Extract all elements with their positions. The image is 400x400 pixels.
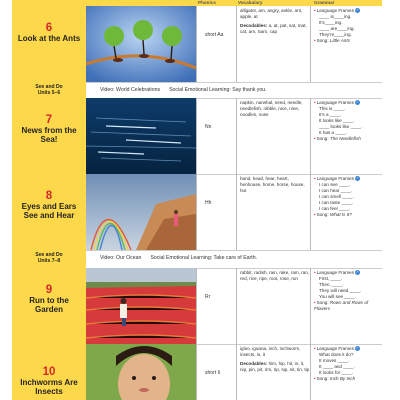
song-title: What Is It? (329, 212, 352, 217)
vocabulary-words: rabbit, radish, rain, rake, ram, ran, red, rice, ripe, root, rose, run (240, 270, 310, 281)
language-frame: It moves ____. (319, 358, 350, 363)
language-frame: First, ____. (319, 276, 342, 281)
see-and-do-cell (12, 82, 86, 98)
phonics-value: Hh (205, 200, 212, 206)
language-frames-label: Language Frames (316, 8, 354, 13)
language-cell: •Language Frames ✓ First, ____. Then, ____. They will need ____. You will see ____. •Song: Rows and Rows of Flowers (310, 268, 382, 344)
unit-title-cell (12, 344, 86, 400)
check-icon: ✓ (355, 100, 359, 105)
song-label: Song: (316, 300, 329, 305)
unit-number: 10 (42, 366, 56, 378)
scope-and-sequence-page (12, 0, 382, 400)
unit-row-6 (12, 6, 382, 82)
unit-title: Look at the Ants (17, 34, 81, 43)
language-frames-label: Language Frames (316, 100, 354, 105)
check-icon: ✓ (355, 176, 359, 181)
language-cell: •Language Frames ✓ This is ____. It's a ____. It looks like ____. ____ looks like ____. It has a ____. •Song: The Needlefish (310, 98, 382, 174)
unit-photo-child (86, 344, 196, 400)
language-frames-label: Language Frames (316, 346, 354, 351)
unit-row-9 (12, 268, 382, 344)
language-frame: What does it do? (319, 352, 354, 357)
language-frame: It's____ing. (319, 20, 343, 25)
unit-photo-rainbow (86, 174, 196, 250)
header-vocabulary: Vocabulary (238, 0, 263, 5)
unit-title: Inchworms Are Insects (20, 378, 78, 396)
song-label: Song: (316, 38, 329, 43)
see-and-do-label: See and Do (35, 252, 63, 258)
vocabulary-cell (236, 174, 310, 250)
language-frame: They're____ing. (319, 32, 352, 37)
unit-title: Eyes and Ears See and Hear (21, 202, 77, 220)
unit-photo-garden (86, 268, 196, 344)
unit-row-8 (12, 174, 382, 250)
phonics-value: Nn (205, 124, 212, 130)
language-frames-label: Language Frames (316, 176, 354, 181)
vocabulary-cell (236, 6, 310, 82)
language-frame: It looks like ____. (319, 118, 355, 123)
song-title: Rows and Rows of Flowers (314, 300, 369, 311)
sel-text: Social Emotional Learning: Take care of Earth. (150, 255, 258, 261)
unit-photo-sea (86, 98, 196, 174)
language-cell: •Language Frames ✓ What does it do? It moves ____. It ____ and ____. It looks for ____. •Song: Inch By Inch (310, 344, 382, 400)
song-label: Song: (316, 376, 329, 381)
language-frame: You will see ____. (319, 294, 356, 299)
vocabulary-cell (236, 344, 310, 400)
unit-title-cell (12, 98, 86, 174)
header-grammar: Grammar (314, 0, 335, 5)
vocabulary-words: igloo, iguana, inch, inchworm, insects, is, it (240, 346, 301, 357)
language-frame: It looks for ____. (319, 370, 353, 375)
unit-title-cell (12, 6, 86, 82)
language-frame: I can see ____. (319, 182, 351, 187)
language-cell: •Language Frames ✓ ____ is____ing. It's____ing. ____ are____ing. They're____ing. •Song: Little Ants (310, 6, 382, 82)
decodables-label: Decodables: (240, 361, 268, 366)
song-title: Inch By Inch (329, 376, 356, 381)
unit-row-10 (12, 344, 382, 400)
unit-number: 6 (45, 22, 53, 34)
song-label: Song: (316, 136, 329, 141)
unit-photo-ants (86, 6, 196, 82)
language-frame: They will need ____. (319, 288, 362, 293)
song-label: Song: (316, 212, 329, 217)
language-frame: Then, ____. (319, 282, 344, 287)
header-phonics: Phonics (198, 0, 216, 5)
check-icon: ✓ (355, 8, 359, 13)
see-and-do-row-5-6 (12, 82, 382, 98)
language-frame: I can hear ____. (319, 188, 353, 193)
unit-number: 7 (45, 114, 53, 126)
decodables-words: him, hip, hit, in, it, nip, pin, pit, rim, rip, sip, sit, tin, tip (240, 361, 310, 372)
unit-number: 9 (45, 284, 53, 296)
phonics-value: Rr (205, 294, 211, 300)
phonics-cell (196, 344, 236, 400)
phonics-value: short Ii (205, 370, 221, 376)
language-frames-label: Language Frames (316, 270, 354, 275)
see-and-do-label: See and Do (35, 84, 63, 90)
decodables-words: a, at, pat, sat, mat, cat, am, Sam, cap (240, 23, 307, 34)
language-frame: I can smell ____. (319, 194, 354, 199)
unit-row-7 (12, 98, 382, 174)
decodables-label: Decodables: (240, 23, 268, 28)
song-title: The Needlefish (329, 136, 361, 141)
vocabulary-cell (236, 268, 310, 344)
phonics-cell (196, 6, 236, 82)
language-frame: I can taste ____. (319, 200, 353, 205)
phonics-cell (196, 98, 236, 174)
vocabulary-words: hand, head, hear, heart, henhouse, home, horse, house, hut (240, 176, 305, 193)
phonics-cell (196, 174, 236, 250)
see-and-do-text (100, 255, 266, 261)
phonics-cell (196, 268, 236, 344)
unit-number: 8 (45, 190, 53, 202)
unit-title: Run to the Garden (29, 296, 69, 314)
language-frame: This is ____. (319, 106, 346, 111)
language-frame: It ____ and ____. (319, 364, 355, 369)
language-frame: It has a ____. (319, 130, 347, 135)
unit-title-cell (12, 174, 86, 250)
vocabulary-cell (236, 98, 310, 174)
unit-title-cell (12, 268, 86, 344)
song-title: Little Ants (329, 38, 350, 43)
language-frame: ____ are____ing. (319, 26, 355, 31)
check-icon: ✓ (355, 270, 359, 275)
see-and-do-cell (12, 250, 86, 268)
check-icon: ✓ (355, 346, 359, 351)
sel-text: Social Emotional Learning: Say thank you. (169, 87, 267, 93)
see-and-do-text (100, 87, 276, 93)
see-and-do-units: Units 5–6 (37, 90, 61, 96)
language-frame: I can feel ____. (319, 206, 351, 211)
unit-title: News from the Sea! (21, 126, 77, 144)
language-frame: ____ is____ing. (319, 14, 352, 19)
vocabulary-words: napkin, narwhal, need, needle, needlefish, nibble, nice, nine, noodles, nose (240, 100, 303, 117)
language-frame: It's a ____. (319, 112, 342, 117)
phonics-value: short Aa (205, 32, 224, 38)
see-and-do-units: Units 7–8 (37, 258, 61, 264)
language-cell: •Language Frames ✓ I can see ____. I can hear ____. I can smell ____. I can taste ____. I can feel ____. •Song: What Is It? (310, 174, 382, 250)
video-title: Video: World Celebrations (100, 87, 161, 93)
language-frame: ____ looks like ____. (319, 124, 363, 129)
vocabulary-words: alligator, am, angry, ankle, ant, apple, at (240, 8, 303, 19)
see-and-do-row-7-8 (12, 250, 382, 268)
video-title: Video: Our Ocean (100, 255, 142, 261)
